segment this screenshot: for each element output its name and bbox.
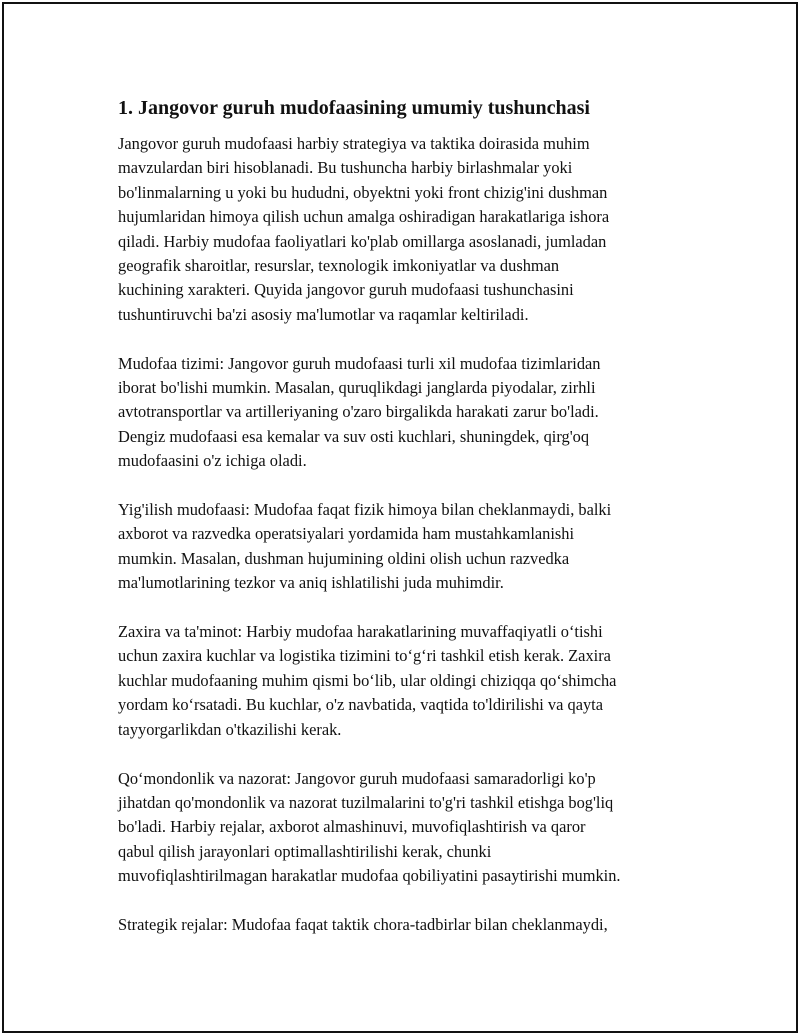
paragraph-defense-system: Mudofaa tizimi: Jangovor guruh mudofaasi turli xil mudofaa tizimlaridan iborat bo'lishi mumkin. Masalan, quruqlikdagi janglarda piyodalar, zirhli avtotransportlar va artilleriyaning o'zaro birgalikda harakati zarur bo'ladi. Dengiz mudofaasi esa kemalar va suv osti kuchlari, shuningdek, qirg'oq mudofaasini o'z ichiga oladi. — [118, 353, 601, 471]
document-body — [118, 96, 688, 962]
section-heading: 1. Jangovor guruh mudofaasining umumiy tushunchasi — [118, 97, 590, 119]
paragraph-gathering-defense: Yig'ilish mudofaasi: Mudofaa faqat fizik himoya bilan cheklanmaydi, balki axborot va razvedka operatsiyalari yordamida ham mustahkamlanishi mumkin. Masalan, dushman hujumining oldini olish uchun razvedka ma'lumotlarining tezkor va aniq ishlatilishi juda muhimdir. — [118, 500, 612, 593]
paragraph-strategic-plans: Strategik rejalar: Mudofaa faqat taktik chora-tadbirlar bilan cheklanmaydi, — [118, 914, 608, 934]
paragraph-command-control: Qo‘mondonlik va nazorat: Jangovor guruh mudofaasi samaradorligi ko'p jihatdan qo'mondonlik va nazorat tuzilmalarini to'g'ri tashkil etishga bog'liq bo'ladi. Harbiy rejalar, axborot almashinuvi, muvofiqlashtirish va qaror qabul qilish jarayonlari optimallashtirilishi kerak, chunki muvofiqlashtirilmagan harakatlar mudofaa qobiliyatini pasaytirishi mumkin. — [118, 768, 621, 886]
paragraph-intro: Jangovor guruh mudofaasi harbiy strategiya va taktika doirasida muhim mavzulardan biri hisoblanadi. Bu tushuncha harbiy birlashmalar yoki bo'linmalarning u yoki bu hududni, obyektni yoki front chizig'ini dushman hujumlaridan himoya qilish uchun amalga oshiradigan harakatlariga ishora qiladi. Harbiy mudofaa faoliyatlari ko'plab omillarga asoslanadi, jumladan geografik sharoitlar, resurslar, texnologik imkoniyatlar va dushman kuchining xarakteri. Quyida jangovor guruh mudofaasi tushunchasini tushuntiruvchi ba'zi asosiy ma'lumotlar va raqamlar keltiriladi. — [118, 134, 610, 324]
paragraph-reserve-supply: Zaxira va ta'minot: Harbiy mudofaa harakatlarining muvaffaqiyatli o‘tishi uchun zaxira kuchlar va logistika tizimini to‘g‘ri tashkil etish kerak. Zaxira kuchlar mudofaaning muhim qismi bo‘lib, ular oldingi chiziqqa qo‘shimcha yordam ko‘rsatadi. Bu kuchlar, o'z navbatida, vaqtida to'ldirilishi va qayta tayyorgarlikdan o'tkazilishi kerak. — [118, 622, 617, 739]
